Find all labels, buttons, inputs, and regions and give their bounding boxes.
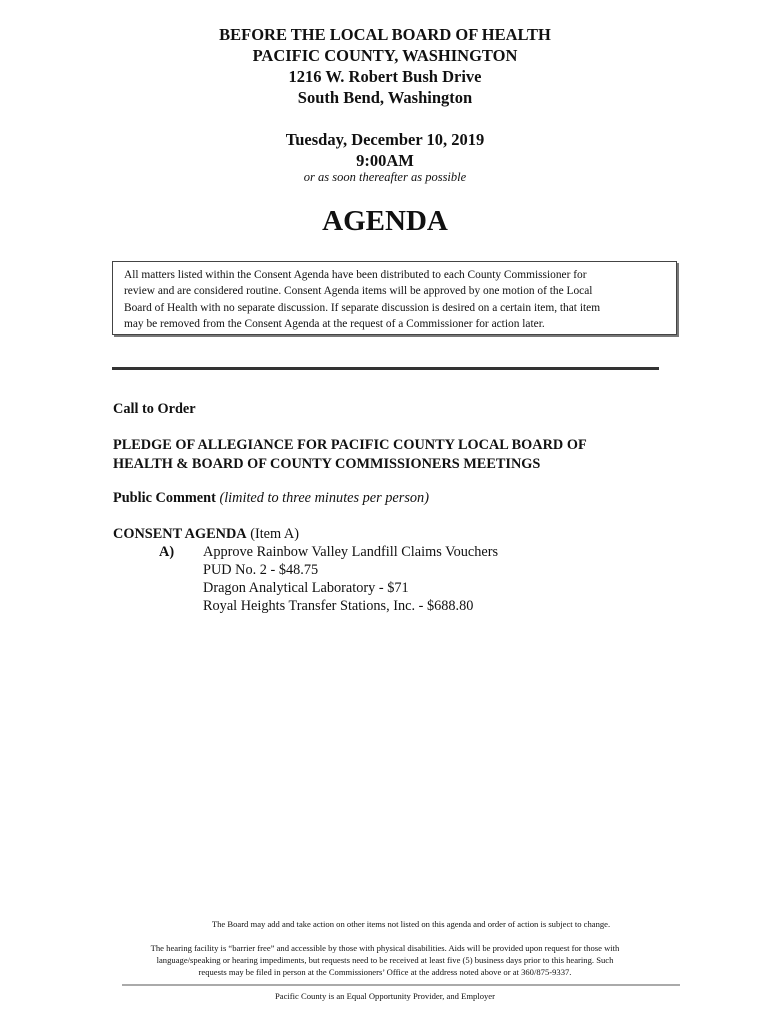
consent-agenda-heading <box>113 524 299 544</box>
item-title: Approve Rainbow Valley Landfill Claims Vouchers <box>203 544 499 560</box>
section-divider <box>112 367 659 370</box>
county-heading: PACIFIC COUNTY, WASHINGTON <box>252 46 518 65</box>
board-heading: BEFORE THE LOCAL BOARD OF HEALTH <box>219 25 551 44</box>
notice-line: review and are considered routine. Consent Agenda items will be approved by one motion of the Local <box>124 285 593 298</box>
accessibility-line-3: requests may be filed in person at the Commissioners’ Office at the address noted above or at 360/875-9337. <box>198 967 572 977</box>
agenda-change-note: The Board may add and take action on other items not listed on this agenda and order of action is subject to change. <box>211 919 611 929</box>
consent-agenda-notice <box>112 261 677 335</box>
notice-line: All matters listed within the Consent Agenda have been distributed to each County Commissioner for <box>124 269 587 281</box>
time-note: or as soon thereafter as possible <box>303 170 467 184</box>
address-city: South Bend, Washington <box>297 88 473 107</box>
address-street: 1216 W. Robert Bush Drive <box>288 67 482 86</box>
pledge-heading-line-1: PLEDGE OF ALLEGIANCE FOR PACIFIC COUNTY LOCAL BOARD OF <box>113 437 587 453</box>
footer-divider <box>122 984 680 986</box>
call-to-order: Call to Order <box>113 401 196 417</box>
meeting-date: Tuesday, December 10, 2019 <box>285 130 485 149</box>
agenda-title: AGENDA <box>322 205 448 237</box>
consent-agenda-label: CONSENT AGENDA <box>113 526 247 542</box>
meeting-time: 9:00AM <box>356 151 414 170</box>
accessibility-line-2: language/speaking or hearing impediments, but requests need to be received at least five (5) business days prior to this hearing. Such <box>156 955 614 965</box>
notice-line: Board of Health with no separate discussion. If separate discussion is desired on a certain item, that item <box>124 301 601 314</box>
pledge-heading-line-2: HEALTH & BOARD OF COUNTY COMMISSIONERS MEETINGS <box>113 456 541 472</box>
notice-line: may be removed from the Consent Agenda at the request of a Commissioner for action later. <box>124 318 545 331</box>
public-comment-label: Public Comment <box>113 490 216 506</box>
accessibility-line-1: The hearing facility is “barrier free” and accessible by those with physical disabilities. Aids will be provided upon request for those with <box>150 943 620 953</box>
item-letter: A) <box>159 544 175 560</box>
voucher-item: PUD No. 2 - $48.75 <box>203 562 319 578</box>
voucher-item: Royal Heights Transfer Stations, Inc. - $688.80 <box>203 598 474 614</box>
public-comment-note: (limited to three minutes per person) <box>219 490 429 506</box>
consent-agenda-note: (Item A) <box>250 526 300 542</box>
equal-opportunity-statement: Pacific County is an Equal Opportunity Provider, and Employer <box>275 991 495 1001</box>
voucher-item: Dragon Analytical Laboratory - $71 <box>203 580 409 596</box>
public-comment <box>113 488 429 508</box>
